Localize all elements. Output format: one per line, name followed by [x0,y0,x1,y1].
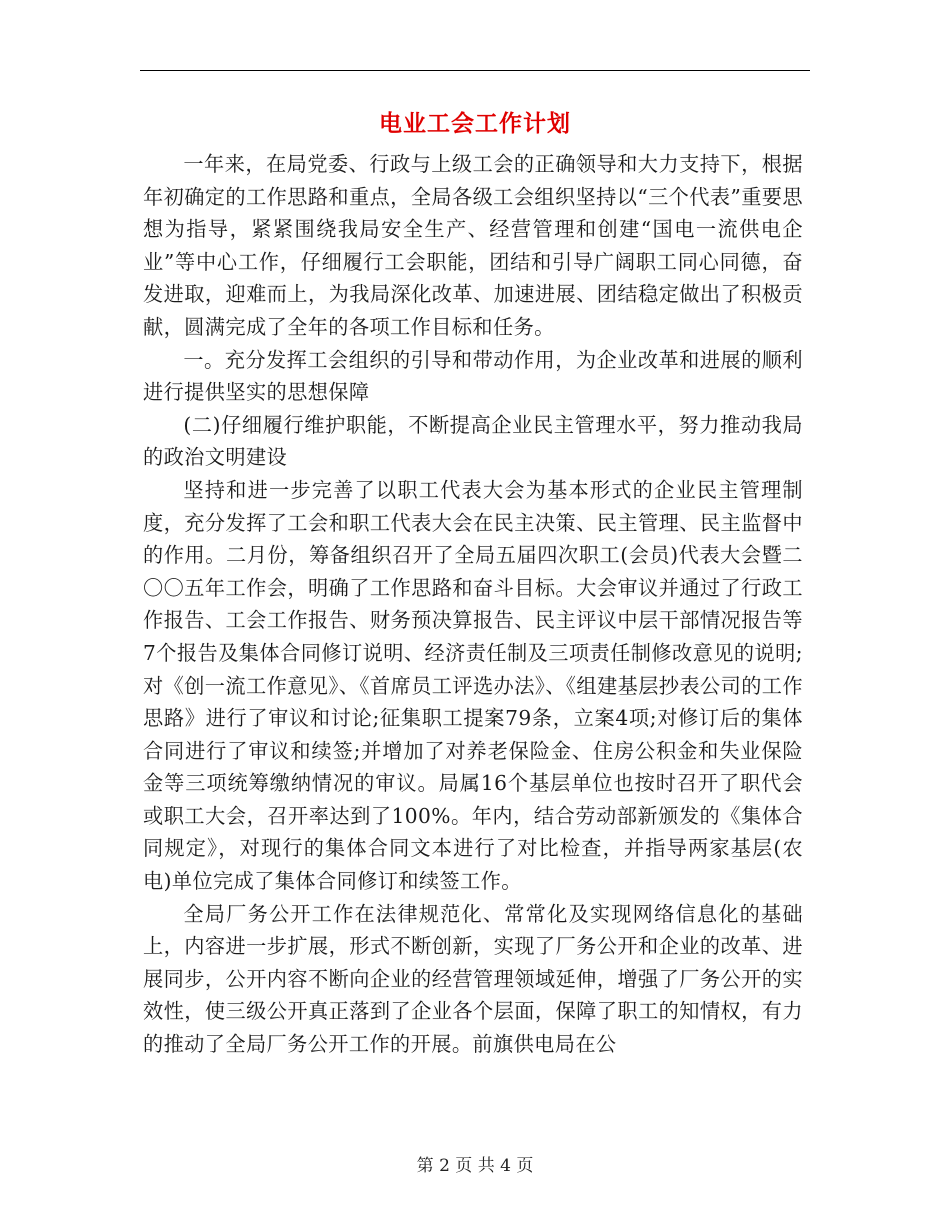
paragraph-section-two: (二)仔细履行维护职能，不断提高企业民主管理水平，努力推动我局的政治文明建设 [143,412,803,470]
document-title: 电业工会工作计划 [379,110,571,137]
document-body [143,148,803,1061]
page-number: 第 2 页 共 4 页 [416,1156,534,1176]
paragraph-section-one: 一。充分发挥工会组织的引导和带动作用，为企业改革和进展的顺利进行提供坚实的思想保障 [143,347,803,405]
header-rule [140,70,810,71]
paragraph-factory-affairs: 全局厂务公开工作在法律规范化、常常化及实现网络信息化的基础上，内容进一步扩展，形式不断创新，实现了厂务公开和企业的改革、进展同步，公开内容不断向企业的经营管理领域延伸，增强了厂务公开的实效性，使三级公开真正落到了企业各个层面，保障了职工的知情权，有力的推动了全局厂务公开工作的开展。前旗供电局在公 [143,901,803,1057]
paragraph-democratic-management: 坚持和进一步完善了以职工代表大会为基本形式的企业民主管理制度，充分发挥了工会和职工代表大会在民主决策、民主管理、民主监督中的作用。二月份，筹备组织召开了全局五届四次职工(会员)代表大会暨二〇〇五年工作会，明确了工作思路和奋斗目标。大会审议并通过了行政工作报告、工会工作报告、财务预决算报告、民主评议中层干部情况报告等7个报告及集体合同修订说明、经济责任制及三项责任制修改意见的说明;对《创一流工作意见》、《首席员工评选办法》、《组建基层抄表公司的工作思路》进行了审议和讨论;征集职工提案79条，立案4项;对修订后的集体合同进行了审议和续签;并增加了对养老保险金、住房公积金和失业保险金等三项统筹缴纳情况的审议。局属16个基层单位也按时召开了职代会或职工大会，召开率达到了100%。年内，结合劳动部新颁发的《集体合同规定》，对现行的集体合同文本进行了对比检查，并指导两家基层(农电)单位完成了集体合同修订和续签工作。 [143,477,803,894]
paragraph-intro: 一年来，在局党委、行政与上级工会的正确领导和大力支持下，根据年初确定的工作思路和重点，全局各级工会组织坚持以“三个代表”重要思想为指导，紧紧围绕我局安全生产、经营管理和创建“国电一流供电企业”等中心工作，仔细履行工会职能，团结和引导广阔职工同心同德，奋发进取，迎难而上，为我局深化改革、加速进展、团结稳定做出了积极贡献，圆满完成了全年的各项工作目标和任务。 [143,152,803,339]
